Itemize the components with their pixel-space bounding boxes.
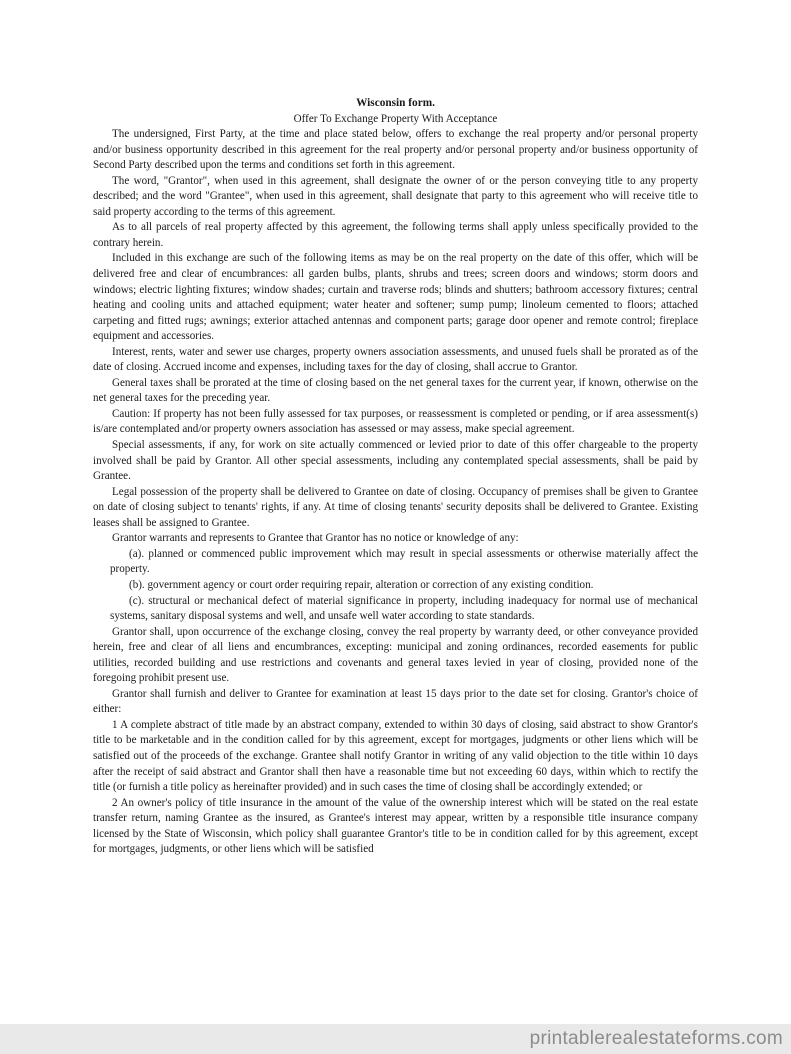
paragraph-special-assessments: Special assessments, if any, for work on site actually commenced or levied prior to date of this offer chargeable to the property involved shall be paid by Grantor. All other special assessments, including any contemplated special assessments, shall be paid by Grantee. [93, 439, 698, 483]
paragraph-warranties: Grantor warrants and represents to Grantee that Grantor has no notice or knowledge of any: [112, 532, 519, 545]
paragraph-abstract-option: 1 A complete abstract of title made by an abstract company, extended to within 30 days of closing, said abstract to show Grantor's title to be marketable and in the condition called for by this agreement, except for mortgages, judgments or other liens which will be satisfied out of the proceeds of the exchange. Grantee shall notify Grantor in writing of any valid objection to the title within 10 days after the receipt of said abstract and Grantor shall then have a reasonable time but not exceeding 60 days, within which to rectify the title (or furnish a title policy as hereinafter provided) and in such cases the time of closing shall be accordingly extended; or [93, 718, 698, 794]
subitem-a: (a). planned or commenced public improvement which may result in special assessments or otherwise materially affect the property. [110, 547, 698, 576]
paragraph-caution: Caution: If property has not been fully assessed for tax purposes, or reassessment is completed or pending, or if area assessment(s) is/are contemplated and/or property owners association has assessed or may assess, make special agreement. [93, 407, 698, 436]
document-subtitle: Offer To Exchange Property With Acceptance [293, 112, 498, 125]
paragraph-possession: Legal possession of the property shall be delivered to Grantee on date of closing. Occupancy of premises shall be given to Grantee on date of closing subject to tenants' rights, if any. At time of closing tenants' security deposits shall be delivered to Grantee. Existing leases shall be assigned to Grantee. [93, 485, 698, 529]
paragraph-definitions: The word, "Grantor", when used in this agreement, shall designate the owner of or the person conveying title to any property described; and the word "Grantee", when used in this agreement, shall designate that party to this agreement who will receive title to said property according to the terms of this agreement. [93, 174, 698, 218]
subitem-c: (c). structural or mechanical defect of material significance in property, including inadequacy for normal use of mechanical systems, sanitary disposal systems and well, and unsafe well water according to state standards. [110, 594, 698, 623]
paragraph-general-taxes: General taxes shall be prorated at the time of closing based on the net general taxes for the current year, if known, otherwise on the net general taxes for the preceding year. [93, 376, 698, 405]
subitem-b: (b). government agency or court order requiring repair, alteration or correction of any existing condition. [129, 578, 594, 591]
paragraph-parcels: As to all parcels of real property affected by this agreement, the following terms shall apply unless specifically provided to the contrary herein. [93, 221, 698, 249]
watermark-text: printablerealestateforms.com [529, 1028, 783, 1049]
paragraph-conveyance: Grantor shall, upon occurrence of the exchange closing, convey the real property by warranty deed, or other conveyance provided herein, free and clear of all liens and encumbrances, excepting: municipal and zoning ordinances, recorded easements for public utilities, recorded building and use restrictions and covenants and general taxes levied in year of closing, provided none of the foregoing prohibit present use. [93, 625, 698, 685]
paragraph-included-items: Included in this exchange are such of the following items as may be on the real property on the date of this offer, which will be delivered free and clear of encumbrances: all garden bulbs, plants, shrubs and trees; screen doors and windows; storm doors and windows; electric lighting fixtures; window shades; curtain and traverse rods; blinds and shutters; bathroom accessory fixtures; central heating and cooling units and attached equipment; water heater and softener; sump pump; linoleum cemented to floors; attached carpeting and fitted rugs; awnings; exterior attached antennas and component parts; garage door opener and remote control; fireplace equipment and accessories. [93, 252, 698, 343]
paragraph-title-insurance-option: 2 An owner's policy of title insurance in the amount of the value of the ownership interest which will be stated on the real estate transfer return, naming Grantee as the insured, as Grantee's interest may appear, written by a responsible title insurance company licensed by the State of Wisconsin, which policy shall guarantee Grantor's title to be in condition called for by this agreement, except for mortgages, judgments, or other liens which will be satisfied [93, 796, 698, 856]
document-page [93, 96, 698, 858]
paragraph-prorations: Interest, rents, water and sewer use charges, property owners association assessments, and unused fuels shall be prorated as of the date of closing. Accrued income and expenses, including taxes for the day of closing, shall accrue to Grantor. [93, 345, 698, 374]
document-title: Wisconsin form. [356, 97, 435, 109]
paragraph-intro: The undersigned, First Party, at the time and place stated below, offers to exchange the real property and/or personal property and/or business opportunity described in this agreement for the real property and/or personal property and/or business opportunity of Second Party described upon the terms and conditions set forth in this agreement. [93, 128, 698, 172]
paragraph-title-evidence: Grantor shall furnish and deliver to Grantee for examination at least 15 days prior to the date set for closing. Grantor's choice of either: [93, 687, 698, 716]
